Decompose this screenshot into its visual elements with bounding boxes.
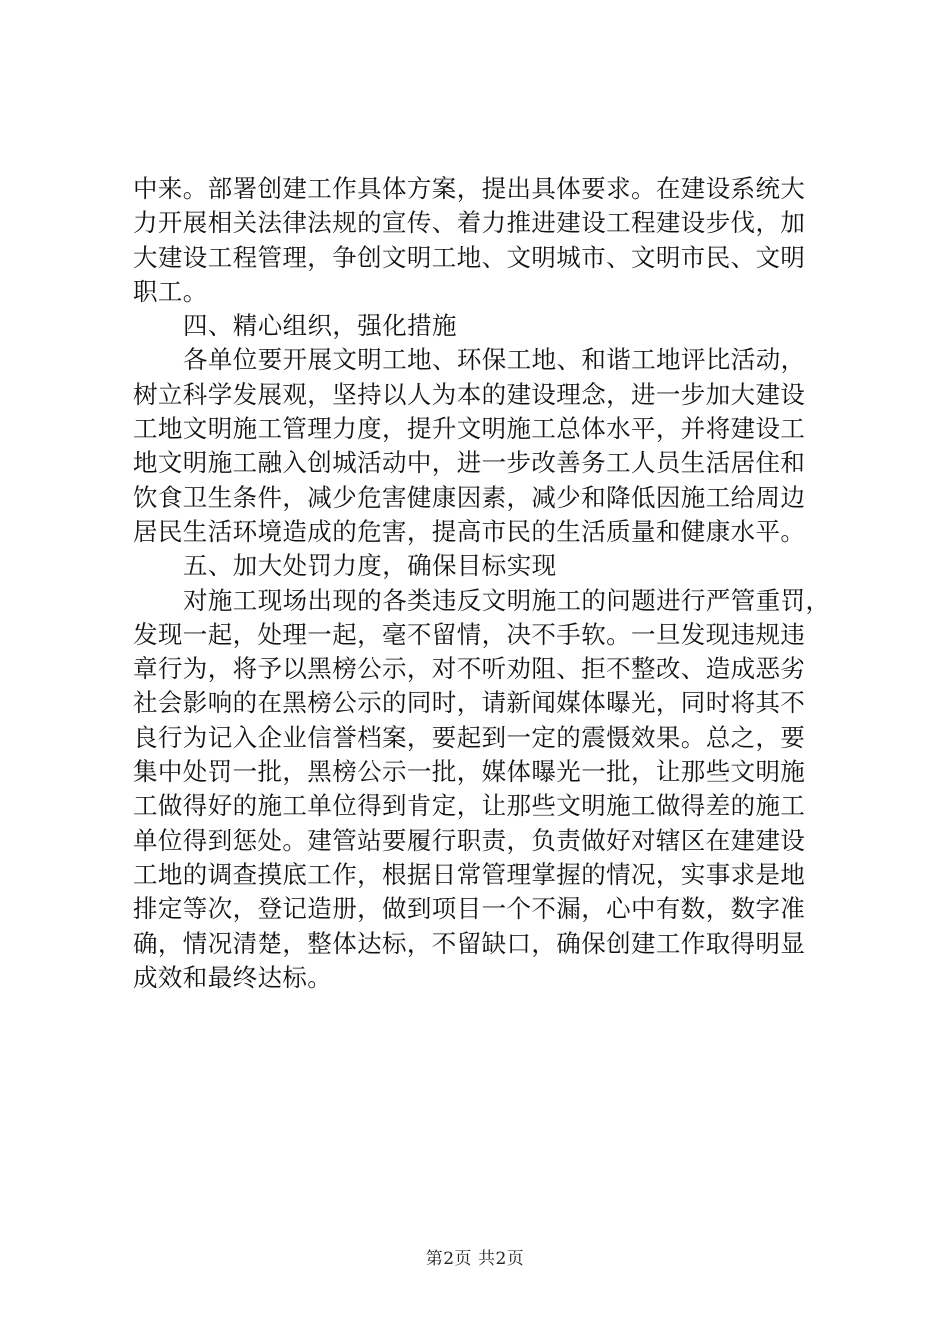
document-body: [133, 172, 833, 995]
text-line: 社会影响的在黑榜公示的同时，请新闻媒体曝光，同时将其不: [133, 688, 806, 718]
section-heading: 四、精心组织，强化措施: [183, 311, 457, 341]
text-line: 居民生活环境造成的危害，提高市民的生活质量和健康水平。: [133, 516, 806, 546]
text-line: 对施工现场出现的各类违反文明施工的问题进行严管重罚，: [183, 585, 831, 615]
text-line: 力开展相关法律法规的宣传、着力推进建设工程建设步伐，加: [133, 208, 806, 238]
text-line: 工地的调查摸底工作，根据日常管理掌握的情况，实事求是地: [133, 859, 806, 889]
text-line: 大建设工程管理，争创文明工地、文明城市、文明市民、文明: [133, 242, 806, 272]
text-line: 中来。部署创建工作具体方案，提出具体要求。在建设系统大: [133, 174, 806, 203]
text-line: 成效和最终达标。: [133, 962, 333, 992]
text-line: 集中处罚一批，黑榜公示一批，媒体曝光一批，让那些文明施: [133, 757, 806, 787]
text-line: 排定等次，登记造册，做到项目一个不漏，心中有数，数字准: [133, 894, 806, 924]
text-line: 确，情况清楚，整体达标，不留缺口，确保创建工作取得明显: [133, 928, 806, 958]
text-line: 职工。: [133, 276, 208, 306]
text-line: 良行为记入企业信誉档案，要起到一定的震慑效果。总之，要: [133, 722, 806, 752]
text-line: 发现一起，处理一起，毫不留情，决不手软。一旦发现违规违: [133, 619, 806, 649]
text-line: 章行为，将予以黑榜公示，对不听劝阻、拒不整改、造成恶劣: [133, 654, 806, 684]
text-line: 单位得到惩处。建管站要履行职责，负责做好对辖区在建建设: [133, 825, 806, 855]
text-line: 工地文明施工管理力度，提升文明施工总体水平，并将建设工: [133, 414, 806, 444]
text-line: 各单位要开展文明工地、环保工地、和谐工地评比活动，: [183, 345, 806, 375]
text-line: 饮食卫生条件，减少危害健康因素，减少和降低因施工给周边: [133, 482, 806, 512]
page-number-footer: 第2页 共2页: [425, 1249, 525, 1269]
section-heading: 五、加大处罚力度，确保目标实现: [183, 551, 557, 581]
text-line: 地文明施工融入创城活动中，进一步改善务工人员生活居住和: [133, 448, 806, 478]
text-line: 工做得好的施工单位得到肯定，让那些文明施工做得差的施工: [133, 791, 806, 821]
text-line: 树立科学发展观，坚持以人为本的建设理念，进一步加大建设: [133, 379, 806, 409]
